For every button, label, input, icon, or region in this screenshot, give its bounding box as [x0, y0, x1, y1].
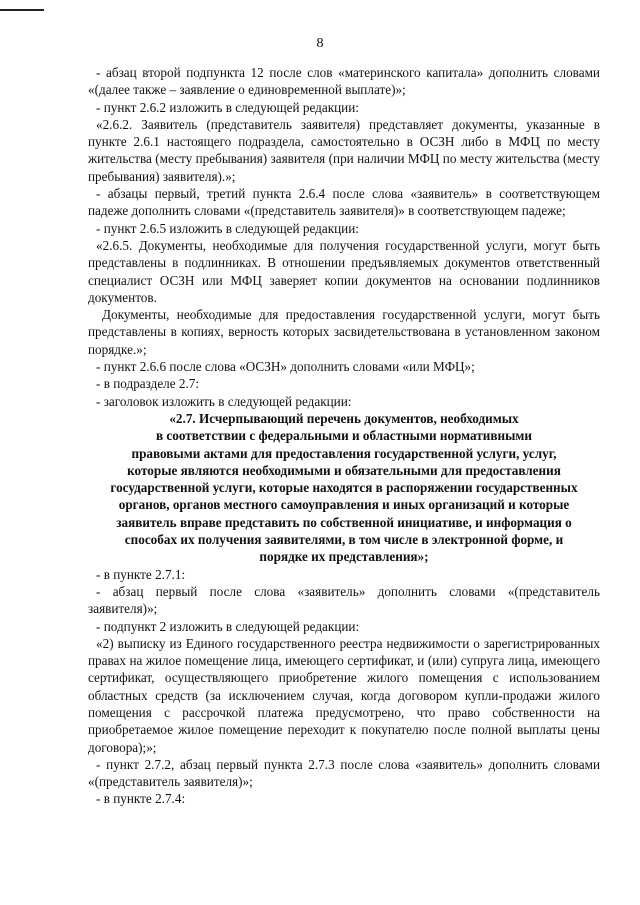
paragraph: - пункт 2.6.6 после слова «ОСЗН» дополнить словами «или МФЦ»;	[96, 359, 475, 375]
paragraph: - абзац первый после слова «заявитель» дополнить словами «(представитель заявителя)»;	[88, 583, 600, 617]
heading-line: государственной услуги, которые находятся в распоряжении государственных	[110, 480, 578, 496]
paragraph: - заголовок изложить в следующей редакции:	[96, 393, 352, 409]
heading-line: порядке их представления»;	[259, 549, 429, 565]
paragraph: - в пункте 2.7.1:	[96, 566, 186, 582]
paragraph: Документы, необходимые для предоставления государственной услуги, могут быть представлены в копиях, верность которых засвидетельствована в установленном законом порядке.»;	[88, 307, 600, 357]
paragraph: - в пункте 2.7.4:	[96, 791, 186, 807]
paragraph: - пункт 2.6.2 изложить в следующей редакции:	[96, 99, 359, 115]
heading-line: способах их получения заявителями, в том числе в электронной форме, и	[124, 532, 564, 548]
corner-scan-mark	[0, 9, 44, 11]
heading-line: органов, органов местного самоуправления и иных организаций и которые	[118, 497, 570, 513]
paragraph: - пункт 2.6.5 изложить в следующей редакции:	[96, 220, 359, 236]
heading-line: которые являются необходимыми и обязательными для предоставления	[127, 462, 561, 478]
paragraph: - пункт 2.7.2, абзац первый пункта 2.7.3 после слова «заявитель» дополнить словами «(представитель заявителя)»;	[88, 756, 600, 790]
paragraph: «2.6.2. Заявитель (представитель заявителя) представляет документы, указанные в пункте 2.6.1 настоящего подраздела, самостоятельно в ОСЗН либо в МФЦ по месту жительства (месту пребывания) заявителя (при наличии МФЦ по месту жительства (месту пребывания) заявителя).»;	[88, 116, 600, 184]
section-heading	[88, 410, 600, 566]
heading-line: заявитель вправе представить по собственной инициативе, и информация о	[116, 514, 572, 530]
paragraph: - подпункт 2 изложить в следующей редакции:	[96, 618, 360, 634]
heading-line: правовыми актами для предоставления государственной услуги, услуг,	[131, 445, 557, 461]
paragraph: - абзацы первый, третий пункта 2.6.4 после слова «заявитель» в соответствующем падеже дополнить словами «(представитель заявителя)» в соответствующем падеже;	[88, 186, 600, 219]
paragraph: «2.6.5. Документы, необходимые для получения государственной услуги, могут быть представлены в подлинниках. В отношении предъявляемых документов ответственный специалист ОСЗН или МФЦ заверяет копии документов на основании подлинников документов.	[88, 237, 600, 305]
paragraph: - абзац второй подпункта 12 после слов «материнского капитала» дополнить словами «(далее также – заявление о единовременной выплате)»;	[88, 65, 600, 98]
heading-line: в соответствии с федеральными и областными нормативными	[156, 428, 532, 444]
heading-line: «2.7. Исчерпывающий перечень документов, необходимых	[169, 410, 519, 426]
paragraph: - в подразделе 2.7:	[96, 376, 200, 392]
paragraph: «2) выписку из Единого государственного реестра недвижимости о зарегистрированных правах на жилое помещение лица, имеющего сертификат, и (или) супруга лица, имеющего сертификат, осуществляющего приобретение жилого помещения с использованием областных средств (за исключением случая, когда договором купли-продажи жилого помещения с рассрочкой платежа предусмотрено, что право собственности на приобретаемое жилое помещение переходит к покупателю после полной выплаты цены договора);»;	[88, 635, 600, 755]
document-body	[88, 64, 600, 808]
page-number: 8	[316, 36, 324, 51]
